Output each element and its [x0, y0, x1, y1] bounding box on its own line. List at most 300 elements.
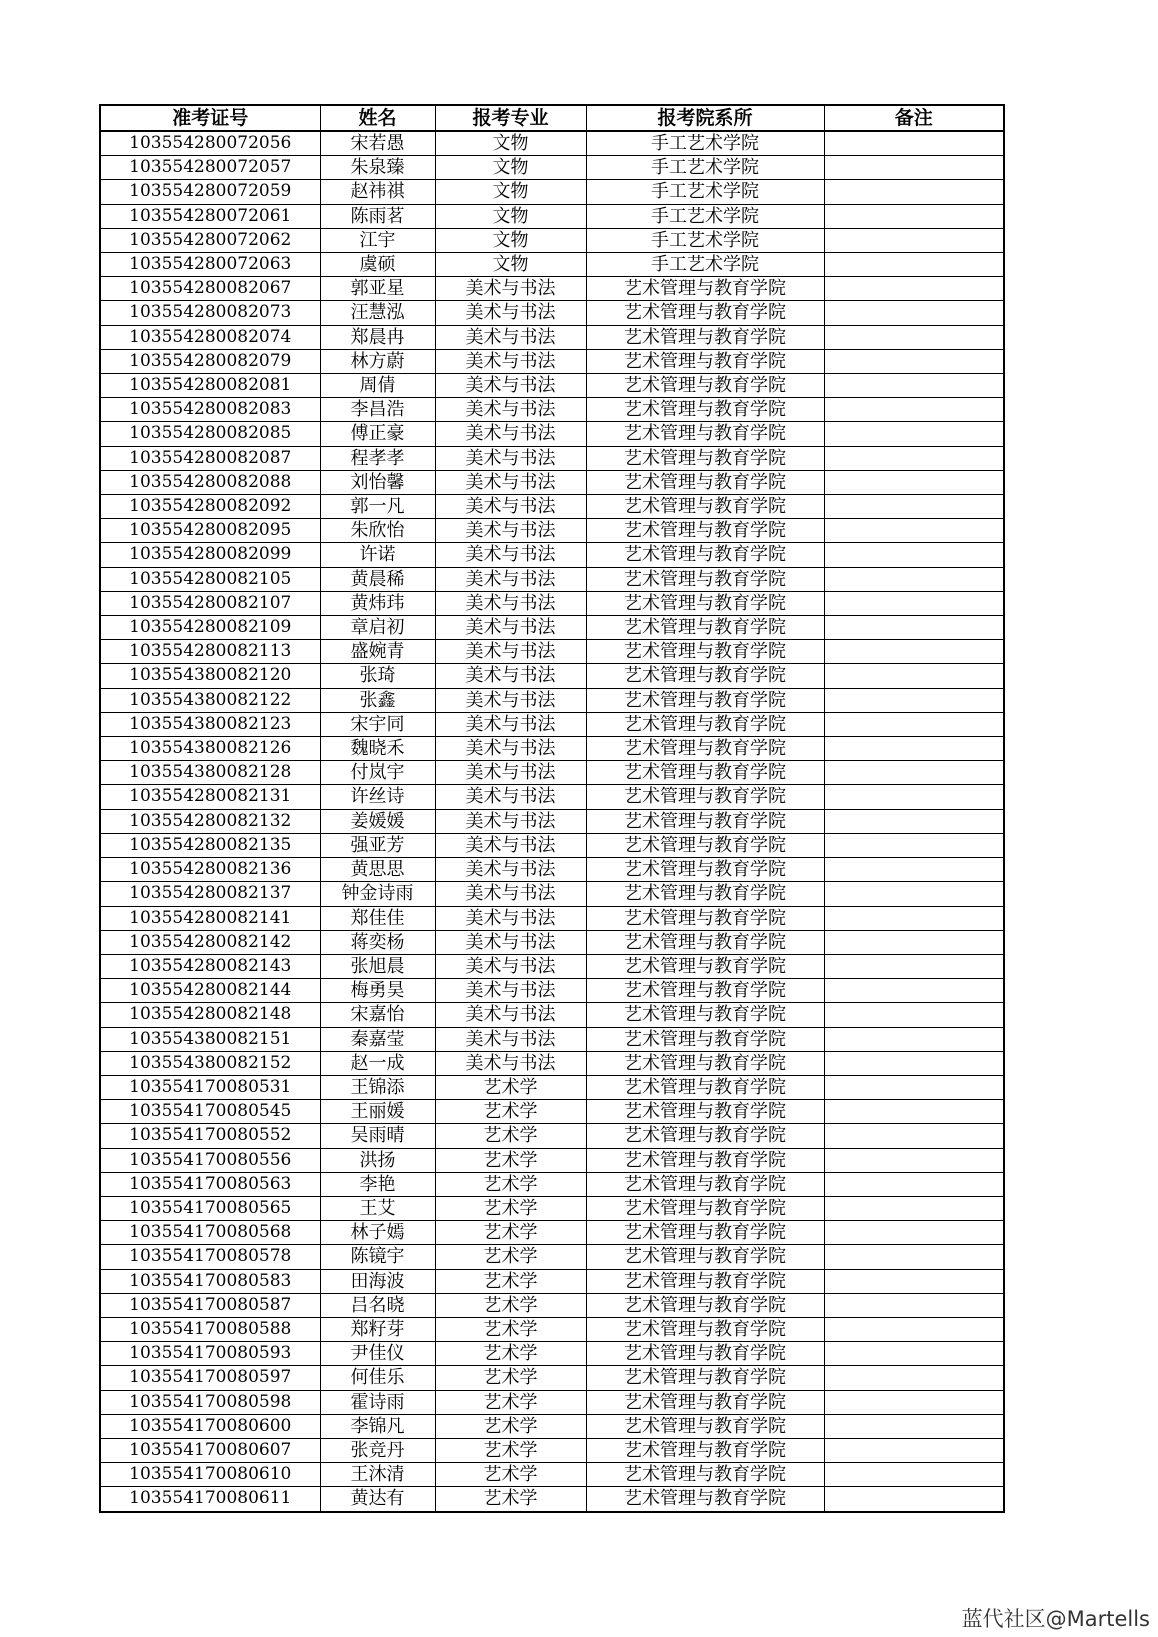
cell-remarks: [824, 1487, 1004, 1512]
cell-department: 手工艺术学院: [586, 204, 824, 228]
cell-exam-id: 103554280082135: [100, 833, 320, 857]
cell-department: 艺术管理与教育学院: [586, 1414, 824, 1438]
cell-name: 李锦凡: [320, 1414, 435, 1438]
cell-remarks: [824, 616, 1004, 640]
cell-exam-id: 103554380082120: [100, 664, 320, 688]
cell-major: 艺术学: [435, 1414, 586, 1438]
cell-major: 美术与书法: [435, 833, 586, 857]
cell-major: 美术与书法: [435, 470, 586, 494]
cell-name: 张竞丹: [320, 1438, 435, 1462]
cell-remarks: [824, 809, 1004, 833]
table-row: [100, 737, 1004, 761]
cell-major: 美术与书法: [435, 954, 586, 978]
cell-name: 张琦: [320, 664, 435, 688]
cell-major: 文物: [435, 180, 586, 204]
cell-department: 艺术管理与教育学院: [586, 930, 824, 954]
cell-name: 姜媛媛: [320, 809, 435, 833]
cell-department: 艺术管理与教育学院: [586, 1366, 824, 1390]
cell-name: 田海波: [320, 1269, 435, 1293]
table-row: [100, 761, 1004, 785]
cell-major: 艺术学: [435, 1221, 586, 1245]
table-row: [100, 1051, 1004, 1075]
cell-name: 李艳: [320, 1172, 435, 1196]
cell-remarks: [824, 131, 1004, 156]
cell-major: 美术与书法: [435, 543, 586, 567]
cell-exam-id: 103554280082148: [100, 1003, 320, 1027]
cell-remarks: [824, 156, 1004, 180]
cell-major: 美术与书法: [435, 325, 586, 349]
cell-department: 艺术管理与教育学院: [586, 422, 824, 446]
cell-remarks: [824, 1438, 1004, 1462]
cell-major: 文物: [435, 204, 586, 228]
cell-name: 赵一成: [320, 1051, 435, 1075]
cell-exam-id: 103554170080565: [100, 1196, 320, 1220]
cell-exam-id: 103554380082122: [100, 688, 320, 712]
cell-name: 朱欣怡: [320, 519, 435, 543]
cell-remarks: [824, 785, 1004, 809]
cell-remarks: [824, 1051, 1004, 1075]
cell-department: 艺术管理与教育学院: [586, 737, 824, 761]
cell-major: 艺术学: [435, 1148, 586, 1172]
cell-major: 美术与书法: [435, 1051, 586, 1075]
cell-remarks: [824, 301, 1004, 325]
cell-remarks: [824, 567, 1004, 591]
cell-remarks: [824, 253, 1004, 277]
cell-major: 美术与书法: [435, 809, 586, 833]
cell-major: 美术与书法: [435, 761, 586, 785]
cell-major: 美术与书法: [435, 495, 586, 519]
cell-exam-id: 103554280082083: [100, 398, 320, 422]
cell-exam-id: 103554170080598: [100, 1390, 320, 1414]
cell-exam-id: 103554280082088: [100, 470, 320, 494]
cell-name: 虞硕: [320, 253, 435, 277]
cell-department: 艺术管理与教育学院: [586, 712, 824, 736]
table-row: [100, 567, 1004, 591]
cell-department: 手工艺术学院: [586, 180, 824, 204]
cell-exam-id: 103554170080568: [100, 1221, 320, 1245]
cell-exam-id: 103554280082141: [100, 906, 320, 930]
cell-major: 美术与书法: [435, 930, 586, 954]
cell-department: 艺术管理与教育学院: [586, 470, 824, 494]
cell-major: 艺术学: [435, 1245, 586, 1269]
table-row: [100, 374, 1004, 398]
table-body: [100, 131, 1004, 1512]
cell-department: 艺术管理与教育学院: [586, 979, 824, 1003]
cell-department: 艺术管理与教育学院: [586, 1051, 824, 1075]
cell-remarks: [824, 833, 1004, 857]
table-row: [100, 1172, 1004, 1196]
cell-department: 艺术管理与教育学院: [586, 1124, 824, 1148]
cell-exam-id: 103554380082126: [100, 737, 320, 761]
cell-remarks: [824, 495, 1004, 519]
table-row: [100, 1003, 1004, 1027]
table-row: [100, 930, 1004, 954]
table-row: [100, 1414, 1004, 1438]
cell-department: 艺术管理与教育学院: [586, 1317, 824, 1341]
table-row: [100, 1269, 1004, 1293]
cell-department: 艺术管理与教育学院: [586, 446, 824, 470]
cell-major: 美术与书法: [435, 785, 586, 809]
header-major: 报考专业: [435, 105, 586, 131]
cell-department: 手工艺术学院: [586, 131, 824, 156]
table-row: [100, 325, 1004, 349]
cell-name: 郭亚星: [320, 277, 435, 301]
cell-name: 陈镜宇: [320, 1245, 435, 1269]
cell-department: 艺术管理与教育学院: [586, 906, 824, 930]
cell-name: 王丽媛: [320, 1100, 435, 1124]
table-row: [100, 156, 1004, 180]
table-header-row: [100, 105, 1004, 131]
cell-exam-id: 103554170080556: [100, 1148, 320, 1172]
table-row: [100, 228, 1004, 252]
cell-exam-id: 103554380082152: [100, 1051, 320, 1075]
cell-major: 美术与书法: [435, 979, 586, 1003]
cell-remarks: [824, 640, 1004, 664]
cell-department: 艺术管理与教育学院: [586, 640, 824, 664]
cell-department: 艺术管理与教育学院: [586, 616, 824, 640]
table-row: [100, 1245, 1004, 1269]
cell-name: 赵祎祺: [320, 180, 435, 204]
cell-exam-id: 103554280072057: [100, 156, 320, 180]
cell-department: 艺术管理与教育学院: [586, 349, 824, 373]
cell-name: 黄达有: [320, 1487, 435, 1512]
table-row: [100, 1487, 1004, 1512]
cell-department: 艺术管理与教育学院: [586, 1487, 824, 1512]
cell-exam-id: 103554280072063: [100, 253, 320, 277]
cell-department: 手工艺术学院: [586, 253, 824, 277]
table-row: [100, 253, 1004, 277]
cell-department: 艺术管理与教育学院: [586, 1245, 824, 1269]
cell-remarks: [824, 1317, 1004, 1341]
cell-remarks: [824, 1100, 1004, 1124]
cell-remarks: [824, 591, 1004, 615]
table-row: [100, 1390, 1004, 1414]
cell-name: 宋嘉怡: [320, 1003, 435, 1027]
cell-name: 魏晓禾: [320, 737, 435, 761]
cell-remarks: [824, 954, 1004, 978]
cell-exam-id: 103554280082081: [100, 374, 320, 398]
cell-name: 陈雨茗: [320, 204, 435, 228]
cell-exam-id: 103554280082095: [100, 519, 320, 543]
cell-major: 美术与书法: [435, 398, 586, 422]
cell-exam-id: 103554280072061: [100, 204, 320, 228]
cell-name: 黄炜玮: [320, 591, 435, 615]
header-remarks: 备注: [824, 105, 1004, 131]
cell-remarks: [824, 1269, 1004, 1293]
cell-major: 美术与书法: [435, 616, 586, 640]
cell-department: 艺术管理与教育学院: [586, 1463, 824, 1487]
table-row: [100, 1196, 1004, 1220]
table-row: [100, 301, 1004, 325]
table-row: [100, 1027, 1004, 1051]
cell-department: 艺术管理与教育学院: [586, 567, 824, 591]
cell-name: 李昌浩: [320, 398, 435, 422]
cell-exam-id: 103554280082092: [100, 495, 320, 519]
cell-name: 盛婉青: [320, 640, 435, 664]
cell-major: 文物: [435, 253, 586, 277]
cell-name: 吴雨晴: [320, 1124, 435, 1148]
cell-major: 美术与书法: [435, 664, 586, 688]
cell-name: 霍诗雨: [320, 1390, 435, 1414]
table-row: [100, 1148, 1004, 1172]
cell-major: 美术与书法: [435, 688, 586, 712]
cell-name: 郑籽芽: [320, 1317, 435, 1341]
cell-exam-id: 103554280072062: [100, 228, 320, 252]
cell-remarks: [824, 1342, 1004, 1366]
watermark-text: 蓝代社区@Martells: [961, 1607, 1150, 1631]
cell-remarks: [824, 543, 1004, 567]
cell-department: 艺术管理与教育学院: [586, 1003, 824, 1027]
cell-major: 艺术学: [435, 1390, 586, 1414]
cell-name: 宋若愚: [320, 131, 435, 156]
table-row: [100, 180, 1004, 204]
cell-remarks: [824, 422, 1004, 446]
cell-name: 付岚宇: [320, 761, 435, 785]
cell-major: 美术与书法: [435, 349, 586, 373]
cell-name: 郭一凡: [320, 495, 435, 519]
cell-exam-id: 103554280082109: [100, 616, 320, 640]
table-row: [100, 1124, 1004, 1148]
cell-major: 美术与书法: [435, 858, 586, 882]
cell-department: 艺术管理与教育学院: [586, 495, 824, 519]
table-row: [100, 446, 1004, 470]
cell-name: 程孝孝: [320, 446, 435, 470]
cell-exam-id: 103554380082128: [100, 761, 320, 785]
cell-name: 周倩: [320, 374, 435, 398]
cell-name: 尹佳仪: [320, 1342, 435, 1366]
cell-major: 美术与书法: [435, 640, 586, 664]
cell-name: 张旭晨: [320, 954, 435, 978]
cell-exam-id: 103554280082105: [100, 567, 320, 591]
cell-department: 艺术管理与教育学院: [586, 809, 824, 833]
cell-name: 黄晨稀: [320, 567, 435, 591]
cell-department: 艺术管理与教育学院: [586, 761, 824, 785]
cell-department: 艺术管理与教育学院: [586, 1221, 824, 1245]
cell-major: 美术与书法: [435, 422, 586, 446]
cell-department: 艺术管理与教育学院: [586, 1172, 824, 1196]
admission-list-table: [99, 104, 1005, 1513]
cell-exam-id: 103554170080578: [100, 1245, 320, 1269]
cell-name: 张鑫: [320, 688, 435, 712]
cell-name: 王沐清: [320, 1463, 435, 1487]
cell-exam-id: 103554380082151: [100, 1027, 320, 1051]
cell-exam-id: 103554280082067: [100, 277, 320, 301]
cell-major: 艺术学: [435, 1438, 586, 1462]
table-row: [100, 1075, 1004, 1099]
cell-major: 艺术学: [435, 1366, 586, 1390]
cell-department: 艺术管理与教育学院: [586, 1293, 824, 1317]
cell-exam-id: 103554280082113: [100, 640, 320, 664]
cell-major: 艺术学: [435, 1317, 586, 1341]
cell-exam-id: 103554170080597: [100, 1366, 320, 1390]
cell-department: 艺术管理与教育学院: [586, 1075, 824, 1099]
cell-exam-id: 103554280082137: [100, 882, 320, 906]
cell-name: 吕名晓: [320, 1293, 435, 1317]
cell-major: 艺术学: [435, 1463, 586, 1487]
table-row: [100, 398, 1004, 422]
cell-exam-id: 103554380082123: [100, 712, 320, 736]
cell-major: 美术与书法: [435, 906, 586, 930]
cell-exam-id: 103554170080552: [100, 1124, 320, 1148]
cell-name: 许诺: [320, 543, 435, 567]
header-department: 报考院系所: [586, 105, 824, 131]
cell-exam-id: 103554280082143: [100, 954, 320, 978]
table-row: [100, 1293, 1004, 1317]
cell-remarks: [824, 325, 1004, 349]
table-row: [100, 688, 1004, 712]
cell-major: 美术与书法: [435, 1027, 586, 1051]
cell-name: 王艾: [320, 1196, 435, 1220]
cell-name: 蒋奕杨: [320, 930, 435, 954]
cell-department: 艺术管理与教育学院: [586, 688, 824, 712]
cell-remarks: [824, 761, 1004, 785]
cell-exam-id: 103554170080531: [100, 1075, 320, 1099]
cell-major: 文物: [435, 131, 586, 156]
cell-major: 美术与书法: [435, 374, 586, 398]
cell-exam-id: 103554170080600: [100, 1414, 320, 1438]
table-row: [100, 664, 1004, 688]
cell-department: 艺术管理与教育学院: [586, 1100, 824, 1124]
cell-remarks: [824, 664, 1004, 688]
cell-name: 朱泉臻: [320, 156, 435, 180]
header-exam-id: 准考证号: [100, 105, 320, 131]
cell-department: 艺术管理与教育学院: [586, 858, 824, 882]
cell-exam-id: 103554170080545: [100, 1100, 320, 1124]
cell-exam-id: 103554280072059: [100, 180, 320, 204]
cell-exam-id: 103554170080563: [100, 1172, 320, 1196]
cell-remarks: [824, 1293, 1004, 1317]
cell-major: 美术与书法: [435, 301, 586, 325]
cell-remarks: [824, 1245, 1004, 1269]
cell-department: 艺术管理与教育学院: [586, 785, 824, 809]
cell-major: 文物: [435, 228, 586, 252]
cell-remarks: [824, 930, 1004, 954]
table-row: [100, 1366, 1004, 1390]
cell-name: 许丝诗: [320, 785, 435, 809]
cell-name: 秦嘉莹: [320, 1027, 435, 1051]
cell-department: 艺术管理与教育学院: [586, 833, 824, 857]
cell-exam-id: 103554170080611: [100, 1487, 320, 1512]
cell-major: 艺术学: [435, 1172, 586, 1196]
cell-major: 艺术学: [435, 1075, 586, 1099]
cell-department: 艺术管理与教育学院: [586, 1269, 824, 1293]
cell-remarks: [824, 374, 1004, 398]
cell-department: 艺术管理与教育学院: [586, 301, 824, 325]
cell-exam-id: 103554170080593: [100, 1342, 320, 1366]
table-row: [100, 882, 1004, 906]
table-row: [100, 1221, 1004, 1245]
cell-exam-id: 103554170080583: [100, 1269, 320, 1293]
cell-remarks: [824, 1414, 1004, 1438]
cell-remarks: [824, 1221, 1004, 1245]
cell-department: 艺术管理与教育学院: [586, 1148, 824, 1172]
cell-name: 江宇: [320, 228, 435, 252]
cell-remarks: [824, 228, 1004, 252]
cell-remarks: [824, 398, 1004, 422]
cell-name: 钟金诗雨: [320, 882, 435, 906]
cell-major: 美术与书法: [435, 277, 586, 301]
cell-name: 黄思思: [320, 858, 435, 882]
table-row: [100, 470, 1004, 494]
cell-remarks: [824, 1124, 1004, 1148]
cell-remarks: [824, 712, 1004, 736]
cell-name: 何佳乐: [320, 1366, 435, 1390]
cell-remarks: [824, 446, 1004, 470]
cell-major: 美术与书法: [435, 567, 586, 591]
cell-name: 汪慧泓: [320, 301, 435, 325]
cell-remarks: [824, 858, 1004, 882]
table-row: [100, 616, 1004, 640]
cell-department: 艺术管理与教育学院: [586, 591, 824, 615]
cell-remarks: [824, 1196, 1004, 1220]
table-row: [100, 809, 1004, 833]
cell-major: 艺术学: [435, 1269, 586, 1293]
cell-remarks: [824, 204, 1004, 228]
cell-remarks: [824, 470, 1004, 494]
cell-remarks: [824, 979, 1004, 1003]
cell-department: 手工艺术学院: [586, 156, 824, 180]
cell-department: 艺术管理与教育学院: [586, 1390, 824, 1414]
table-row: [100, 979, 1004, 1003]
cell-major: 艺术学: [435, 1124, 586, 1148]
cell-name: 郑佳佳: [320, 906, 435, 930]
table-row: [100, 954, 1004, 978]
table-row: [100, 1438, 1004, 1462]
cell-name: 洪扬: [320, 1148, 435, 1172]
cell-department: 艺术管理与教育学院: [586, 325, 824, 349]
cell-department: 艺术管理与教育学院: [586, 519, 824, 543]
cell-name: 刘怡馨: [320, 470, 435, 494]
cell-remarks: [824, 349, 1004, 373]
cell-department: 艺术管理与教育学院: [586, 374, 824, 398]
cell-major: 艺术学: [435, 1487, 586, 1512]
cell-exam-id: 103554280082073: [100, 301, 320, 325]
cell-remarks: [824, 1075, 1004, 1099]
cell-remarks: [824, 737, 1004, 761]
cell-exam-id: 103554280082079: [100, 349, 320, 373]
cell-remarks: [824, 1390, 1004, 1414]
cell-name: 梅勇昊: [320, 979, 435, 1003]
cell-name: 宋宇同: [320, 712, 435, 736]
cell-exam-id: 103554170080587: [100, 1293, 320, 1317]
cell-remarks: [824, 1172, 1004, 1196]
table-row: [100, 422, 1004, 446]
table-row: [100, 349, 1004, 373]
cell-exam-id: 103554280082142: [100, 930, 320, 954]
cell-exam-id: 103554280082144: [100, 979, 320, 1003]
table-row: [100, 495, 1004, 519]
cell-remarks: [824, 277, 1004, 301]
cell-remarks: [824, 519, 1004, 543]
cell-exam-id: 103554280082107: [100, 591, 320, 615]
cell-major: 艺术学: [435, 1100, 586, 1124]
table-row: [100, 591, 1004, 615]
cell-remarks: [824, 180, 1004, 204]
header-name: 姓名: [320, 105, 435, 131]
cell-remarks: [824, 1003, 1004, 1027]
cell-department: 艺术管理与教育学院: [586, 1196, 824, 1220]
cell-remarks: [824, 1027, 1004, 1051]
table-row: [100, 277, 1004, 301]
cell-exam-id: 103554280082085: [100, 422, 320, 446]
cell-department: 手工艺术学院: [586, 228, 824, 252]
cell-major: 美术与书法: [435, 882, 586, 906]
table-row: [100, 640, 1004, 664]
cell-name: 强亚芳: [320, 833, 435, 857]
cell-department: 艺术管理与教育学院: [586, 954, 824, 978]
cell-exam-id: 103554280082132: [100, 809, 320, 833]
cell-major: 艺术学: [435, 1196, 586, 1220]
